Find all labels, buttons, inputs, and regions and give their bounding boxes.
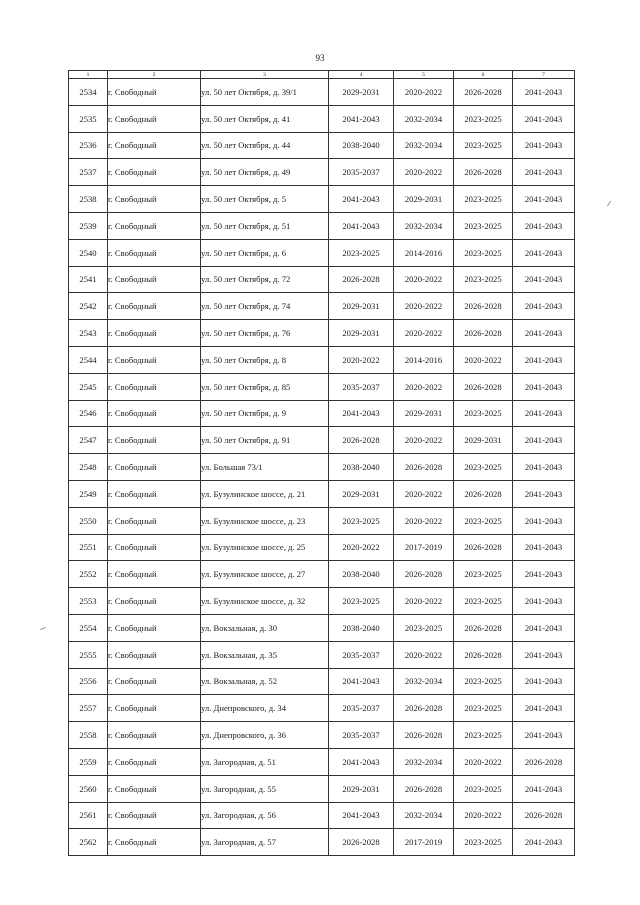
period-7-cell: 2041-2043 [513,454,575,481]
settlement-cell: г. Свободный [108,561,201,588]
column-header: 7 [513,71,575,79]
period-5-cell: 2020-2022 [394,507,454,534]
period-5-cell: 2032-2034 [394,212,454,239]
period-6-cell: 2023-2025 [454,668,513,695]
row-number-cell: 2534 [69,79,108,106]
row-number-cell: 2556 [69,668,108,695]
period-6-cell: 2026-2028 [454,641,513,668]
row-number-cell: 2537 [69,159,108,186]
period-4-cell: 2035-2037 [329,159,394,186]
table-row [69,159,575,186]
period-6-cell: 2023-2025 [454,722,513,749]
column-number-row [69,71,575,79]
table-row [69,132,575,159]
table-row [69,588,575,615]
settlement-cell: г. Свободный [108,79,201,106]
period-5-cell: 2014-2016 [394,346,454,373]
settlement-cell: г. Свободный [108,775,201,802]
period-6-cell: 2026-2028 [454,614,513,641]
period-6-cell: 2023-2025 [454,400,513,427]
row-number-cell: 2540 [69,239,108,266]
address-cell: ул. Днепровского, д. 34 [201,695,329,722]
settlement-cell: г. Свободный [108,722,201,749]
period-6-cell: 2023-2025 [454,561,513,588]
period-4-cell: 2026-2028 [329,266,394,293]
address-cell: ул. 50 лет Октября, д. 44 [201,132,329,159]
period-4-cell: 2041-2043 [329,802,394,829]
address-cell: ул. 50 лет Октября, д. 91 [201,427,329,454]
period-4-cell: 2035-2037 [329,722,394,749]
table-row [69,79,575,106]
period-6-cell: 2026-2028 [454,79,513,106]
period-7-cell: 2041-2043 [513,293,575,320]
address-cell: ул. 50 лет Октября, д. 39/1 [201,79,329,106]
period-5-cell: 2032-2034 [394,748,454,775]
table-row [69,373,575,400]
address-cell: ул. Бузулинское шоссе, д. 27 [201,561,329,588]
address-cell: ул. 50 лет Октября, д. 76 [201,320,329,347]
period-5-cell: 2020-2022 [394,373,454,400]
period-5-cell: 2020-2022 [394,320,454,347]
settlement-cell: г. Свободный [108,802,201,829]
period-7-cell: 2041-2043 [513,159,575,186]
address-cell: ул. 50 лет Октября, д. 85 [201,373,329,400]
period-7-cell: 2041-2043 [513,775,575,802]
period-7-cell: 2041-2043 [513,320,575,347]
table-row [69,641,575,668]
row-number-cell: 2544 [69,346,108,373]
period-4-cell: 2029-2031 [329,293,394,320]
settlement-cell: г. Свободный [108,320,201,347]
period-4-cell: 2041-2043 [329,186,394,213]
address-cell: ул. 50 лет Октября, д. 51 [201,212,329,239]
scan-speck [40,627,46,630]
column-header: 6 [454,71,513,79]
period-7-cell: 2041-2043 [513,212,575,239]
row-number-cell: 2559 [69,748,108,775]
period-5-cell: 2020-2022 [394,641,454,668]
table-body [69,79,575,856]
settlement-cell: г. Свободный [108,695,201,722]
period-5-cell: 2017-2019 [394,829,454,856]
period-6-cell: 2020-2022 [454,748,513,775]
period-5-cell: 2020-2022 [394,266,454,293]
period-6-cell: 2023-2025 [454,212,513,239]
table-row [69,561,575,588]
period-4-cell: 2020-2022 [329,534,394,561]
row-number-cell: 2548 [69,454,108,481]
period-6-cell: 2026-2028 [454,480,513,507]
period-7-cell: 2041-2043 [513,400,575,427]
settlement-cell: г. Свободный [108,293,201,320]
period-4-cell: 2026-2028 [329,829,394,856]
period-4-cell: 2038-2040 [329,132,394,159]
period-4-cell: 2026-2028 [329,427,394,454]
row-number-cell: 2536 [69,132,108,159]
period-4-cell: 2041-2043 [329,668,394,695]
period-5-cell: 2020-2022 [394,293,454,320]
period-5-cell: 2032-2034 [394,105,454,132]
column-header: 4 [329,71,394,79]
period-5-cell: 2020-2022 [394,427,454,454]
table-row [69,829,575,856]
period-4-cell: 2038-2040 [329,454,394,481]
period-6-cell: 2023-2025 [454,239,513,266]
period-4-cell: 2038-2040 [329,561,394,588]
period-6-cell: 2023-2025 [454,695,513,722]
period-7-cell: 2041-2043 [513,79,575,106]
period-5-cell: 2032-2034 [394,668,454,695]
address-cell: ул. 50 лет Октября, д. 5 [201,186,329,213]
table-row [69,186,575,213]
column-header: 1 [69,71,108,79]
row-number-cell: 2561 [69,802,108,829]
row-number-cell: 2551 [69,534,108,561]
settlement-cell: г. Свободный [108,588,201,615]
period-7-cell: 2041-2043 [513,722,575,749]
period-5-cell: 2020-2022 [394,79,454,106]
period-5-cell: 2029-2031 [394,186,454,213]
table-row [69,507,575,534]
address-cell: ул. Загородная, д. 55 [201,775,329,802]
period-5-cell: 2032-2034 [394,132,454,159]
table-row [69,320,575,347]
period-6-cell: 2020-2022 [454,346,513,373]
period-7-cell: 2041-2043 [513,614,575,641]
address-cell: ул. Днепровского, д. 36 [201,722,329,749]
row-number-cell: 2557 [69,695,108,722]
settlement-cell: г. Свободный [108,373,201,400]
period-4-cell: 2038-2040 [329,614,394,641]
settlement-cell: г. Свободный [108,400,201,427]
period-7-cell: 2041-2043 [513,105,575,132]
period-4-cell: 2041-2043 [329,105,394,132]
settlement-cell: г. Свободный [108,346,201,373]
period-5-cell: 2026-2028 [394,775,454,802]
period-7-cell: 2041-2043 [513,480,575,507]
period-4-cell: 2029-2031 [329,775,394,802]
address-cell: ул. 50 лет Октября, д. 41 [201,105,329,132]
address-cell: ул. Вокзальная, д. 30 [201,614,329,641]
row-number-cell: 2552 [69,561,108,588]
period-6-cell: 2023-2025 [454,588,513,615]
period-5-cell: 2023-2025 [394,614,454,641]
period-6-cell: 2026-2028 [454,159,513,186]
row-number-cell: 2560 [69,775,108,802]
address-cell: ул. 50 лет Октября, д. 6 [201,239,329,266]
table-row [69,695,575,722]
address-cell: ул. Большая 73/1 [201,454,329,481]
period-6-cell: 2023-2025 [454,829,513,856]
column-header: 3 [201,71,329,79]
table-row [69,400,575,427]
period-6-cell: 2023-2025 [454,266,513,293]
period-7-cell: 2041-2043 [513,668,575,695]
period-5-cell: 2020-2022 [394,480,454,507]
settlement-cell: г. Свободный [108,105,201,132]
period-6-cell: 2026-2028 [454,534,513,561]
period-5-cell: 2014-2016 [394,239,454,266]
period-5-cell: 2020-2022 [394,159,454,186]
settlement-cell: г. Свободный [108,748,201,775]
settlement-cell: г. Свободный [108,534,201,561]
address-cell: ул. Бузулинское шоссе, д. 32 [201,588,329,615]
period-4-cell: 2029-2031 [329,320,394,347]
period-4-cell: 2029-2031 [329,79,394,106]
housing-repair-schedule-table [68,70,575,856]
row-number-cell: 2550 [69,507,108,534]
period-4-cell: 2035-2037 [329,641,394,668]
period-7-cell: 2041-2043 [513,132,575,159]
table-row [69,480,575,507]
table-row [69,748,575,775]
column-header: 5 [394,71,454,79]
period-5-cell: 2029-2031 [394,400,454,427]
table-row [69,293,575,320]
period-6-cell: 2023-2025 [454,186,513,213]
row-number-cell: 2541 [69,266,108,293]
address-cell: ул. 50 лет Октября, д. 8 [201,346,329,373]
period-6-cell: 2023-2025 [454,132,513,159]
address-cell: ул. Бузулинское шоссе, д. 23 [201,507,329,534]
row-number-cell: 2543 [69,320,108,347]
period-6-cell: 2020-2022 [454,802,513,829]
row-number-cell: 2539 [69,212,108,239]
address-cell: ул. Вокзальная, д. 52 [201,668,329,695]
table-row [69,668,575,695]
settlement-cell: г. Свободный [108,266,201,293]
settlement-cell: г. Свободный [108,507,201,534]
address-cell: ул. 50 лет Октября, д. 72 [201,266,329,293]
table-row [69,427,575,454]
table-row [69,239,575,266]
period-4-cell: 2041-2043 [329,748,394,775]
address-cell: ул. Загородная, д. 51 [201,748,329,775]
period-6-cell: 2026-2028 [454,320,513,347]
settlement-cell: г. Свободный [108,427,201,454]
address-cell: ул. Бузулинское шоссе, д. 25 [201,534,329,561]
period-5-cell: 2026-2028 [394,695,454,722]
row-number-cell: 2553 [69,588,108,615]
period-5-cell: 2020-2022 [394,588,454,615]
address-cell: ул. Бузулинское шоссе, д. 21 [201,480,329,507]
row-number-cell: 2558 [69,722,108,749]
period-6-cell: 2023-2025 [454,507,513,534]
settlement-cell: г. Свободный [108,614,201,641]
settlement-cell: г. Свободный [108,668,201,695]
settlement-cell: г. Свободный [108,159,201,186]
period-7-cell: 2041-2043 [513,239,575,266]
scan-speck [607,201,611,207]
row-number-cell: 2538 [69,186,108,213]
period-7-cell: 2026-2028 [513,748,575,775]
table-row [69,614,575,641]
period-7-cell: 2041-2043 [513,534,575,561]
address-cell: ул. Загородная, д. 56 [201,802,329,829]
address-cell: ул. 50 лет Октября, д. 74 [201,293,329,320]
row-number-cell: 2545 [69,373,108,400]
period-5-cell: 2026-2028 [394,722,454,749]
period-5-cell: 2026-2028 [394,454,454,481]
row-number-cell: 2562 [69,829,108,856]
settlement-cell: г. Свободный [108,641,201,668]
table-row [69,722,575,749]
table-row [69,454,575,481]
period-7-cell: 2041-2043 [513,695,575,722]
address-cell: ул. Загородная, д. 57 [201,829,329,856]
period-4-cell: 2035-2037 [329,695,394,722]
settlement-cell: г. Свободный [108,454,201,481]
address-cell: ул. 50 лет Октября, д. 9 [201,400,329,427]
period-7-cell: 2041-2043 [513,346,575,373]
table-row [69,775,575,802]
period-7-cell: 2041-2043 [513,561,575,588]
period-6-cell: 2023-2025 [454,775,513,802]
period-6-cell: 2023-2025 [454,454,513,481]
period-7-cell: 2041-2043 [513,829,575,856]
period-6-cell: 2026-2028 [454,373,513,400]
row-number-cell: 2554 [69,614,108,641]
period-7-cell: 2026-2028 [513,802,575,829]
period-6-cell: 2023-2025 [454,105,513,132]
period-7-cell: 2041-2043 [513,507,575,534]
table-row [69,534,575,561]
period-5-cell: 2017-2019 [394,534,454,561]
table-row [69,346,575,373]
table-row [69,105,575,132]
period-7-cell: 2041-2043 [513,266,575,293]
row-number-cell: 2549 [69,480,108,507]
row-number-cell: 2542 [69,293,108,320]
period-4-cell: 2020-2022 [329,346,394,373]
period-7-cell: 2041-2043 [513,186,575,213]
period-5-cell: 2032-2034 [394,802,454,829]
period-7-cell: 2041-2043 [513,641,575,668]
settlement-cell: г. Свободный [108,132,201,159]
period-7-cell: 2041-2043 [513,373,575,400]
table-row [69,212,575,239]
table-row [69,266,575,293]
period-7-cell: 2041-2043 [513,427,575,454]
period-4-cell: 2041-2043 [329,212,394,239]
period-6-cell: 2029-2031 [454,427,513,454]
row-number-cell: 2547 [69,427,108,454]
period-4-cell: 2029-2031 [329,480,394,507]
period-4-cell: 2035-2037 [329,373,394,400]
row-number-cell: 2535 [69,105,108,132]
period-4-cell: 2023-2025 [329,507,394,534]
page-number: 93 [315,53,325,63]
settlement-cell: г. Свободный [108,480,201,507]
column-header: 2 [108,71,201,79]
period-5-cell: 2026-2028 [394,561,454,588]
settlement-cell: г. Свободный [108,239,201,266]
settlement-cell: г. Свободный [108,212,201,239]
period-7-cell: 2041-2043 [513,588,575,615]
settlement-cell: г. Свободный [108,829,201,856]
row-number-cell: 2546 [69,400,108,427]
period-6-cell: 2026-2028 [454,293,513,320]
settlement-cell: г. Свободный [108,186,201,213]
period-4-cell: 2023-2025 [329,588,394,615]
period-4-cell: 2023-2025 [329,239,394,266]
address-cell: ул. 50 лет Октября, д. 49 [201,159,329,186]
row-number-cell: 2555 [69,641,108,668]
address-cell: ул. Вокзальная, д. 35 [201,641,329,668]
period-4-cell: 2041-2043 [329,400,394,427]
table-row [69,802,575,829]
